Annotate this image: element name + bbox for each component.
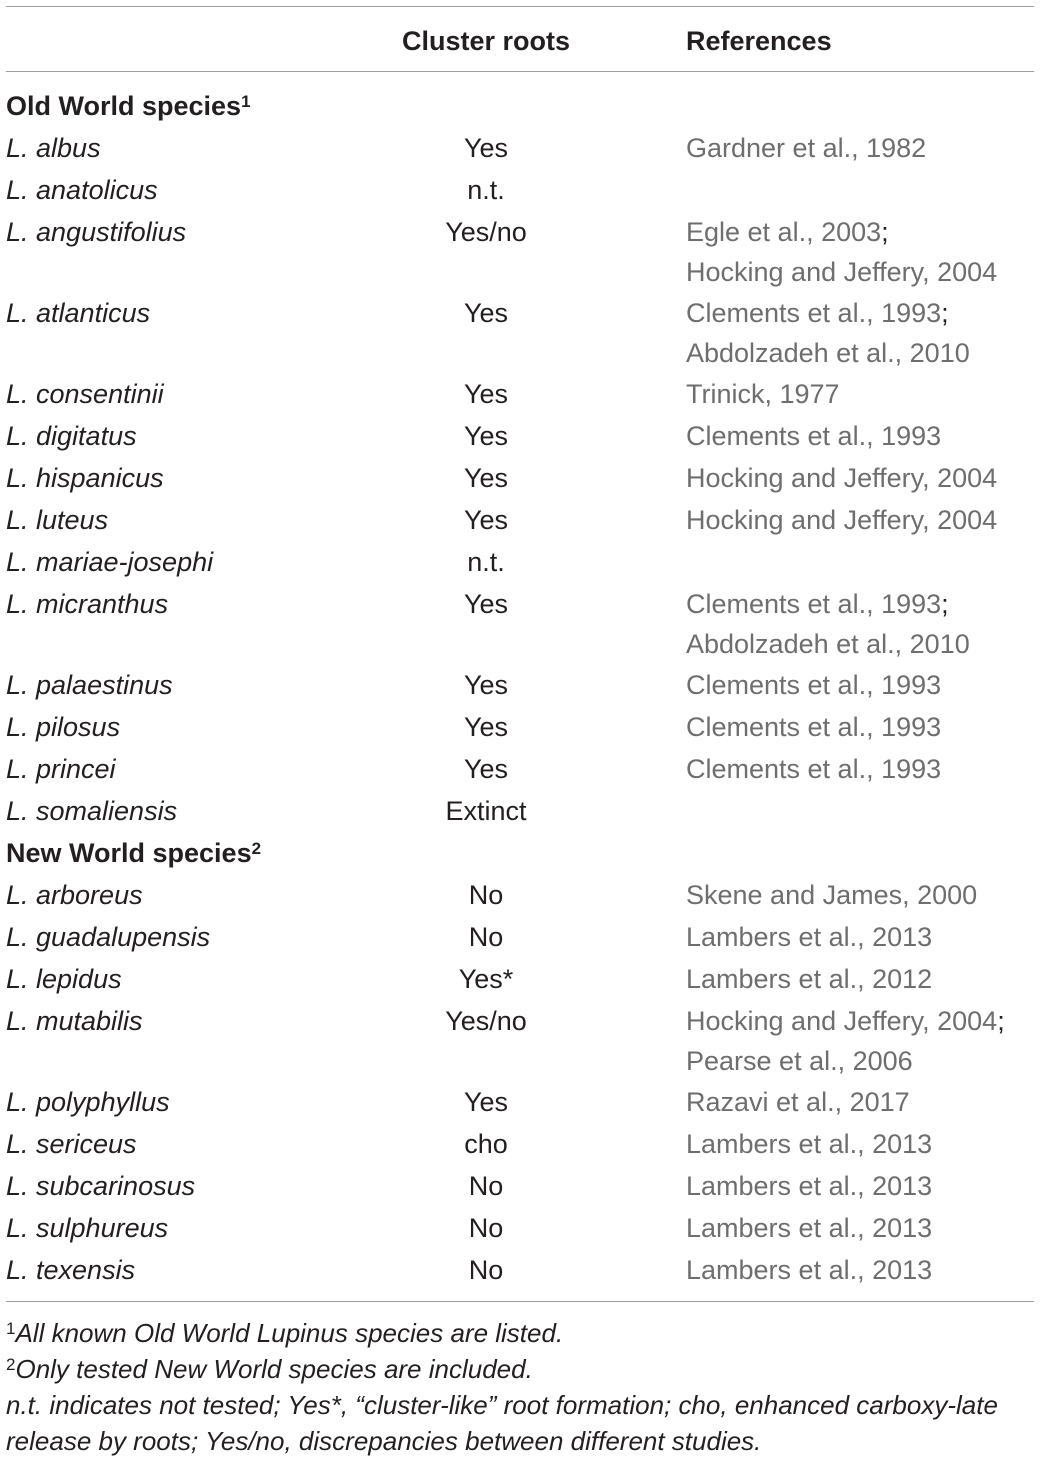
species-name: L. guadalupensis (6, 922, 211, 952)
cluster-roots-value: Yes (463, 1087, 509, 1117)
cluster-roots-value: n.t. (467, 175, 505, 205)
section-title: Old World species (6, 91, 242, 121)
footnote-text: n.t. indicates not tested; Yes*, “cluster-like” root formation; cho, enhanced carboxy-late release by roots; Yes/no, discrepancies between different studies. (6, 1390, 998, 1456)
cluster-roots-value: No (468, 1255, 504, 1285)
footnote-mark: 1 (6, 1319, 16, 1338)
section-heading (6, 833, 261, 873)
reference-link[interactable]: Hocking and Jeffery, 2004 (686, 1006, 998, 1036)
references-cell (686, 665, 1034, 705)
species-name: L. pilosus (6, 712, 121, 742)
references-cell (686, 707, 1034, 747)
header-cluster-roots: Cluster roots (401, 26, 571, 56)
references-cell (686, 749, 1034, 789)
references-cell (686, 416, 1034, 456)
references-cell (686, 875, 1034, 915)
reference-link[interactable]: Abdolzadeh et al., 2010 (686, 629, 970, 659)
cluster-roots-value: No (468, 922, 504, 952)
species-name: L. polyphyllus (6, 1087, 170, 1117)
section-heading (6, 86, 251, 126)
reference-link[interactable]: Clements et al., 1993 (686, 421, 942, 451)
reference-link[interactable]: Gardner et al., 1982 (686, 133, 927, 163)
section-footnote-mark: 2 (251, 839, 262, 858)
reference-link[interactable]: Lambers et al., 2013 (686, 1129, 933, 1159)
species-name: L. subcarinosus (6, 1171, 196, 1201)
reference-link[interactable]: Razavi et al., 2017 (686, 1087, 910, 1117)
reference-link[interactable]: Trinick, 1977 (686, 379, 840, 409)
reference-separator: ; (997, 1006, 1005, 1036)
cluster-roots-value: Yes (463, 421, 509, 451)
references-cell (686, 959, 1034, 999)
species-name: L. consentinii (6, 379, 164, 409)
cluster-roots-value: n.t. (467, 547, 505, 577)
references-cell (686, 1082, 1034, 1122)
cluster-roots-value: Yes (463, 133, 509, 163)
references-cell (686, 1208, 1034, 1248)
species-name: L. sulphureus (6, 1213, 169, 1243)
footnote-text: All known Old World Lupinus species are listed. (15, 1318, 564, 1348)
species-name: L. luteus (6, 505, 109, 535)
reference-separator: ; (881, 217, 889, 247)
species-name: L. albus (6, 133, 101, 163)
top-rule (6, 6, 1034, 7)
cluster-roots-value: Yes (463, 463, 509, 493)
section-title: New World species (6, 838, 252, 868)
reference-link[interactable]: Lambers et al., 2013 (686, 1213, 933, 1243)
cluster-roots-value: cho (464, 1129, 508, 1159)
species-name: L. lepidus (6, 964, 122, 994)
reference-link[interactable]: Clements et al., 1993 (686, 298, 942, 328)
reference-link[interactable]: Hocking and Jeffery, 2004 (686, 257, 998, 287)
species-name: L. somaliensis (6, 796, 178, 826)
reference-link[interactable]: Clements et al., 1993 (686, 754, 942, 784)
footnote-mark: 2 (6, 1355, 16, 1374)
references-cell (686, 293, 1034, 373)
footnote-1 (6, 1315, 1034, 1351)
reference-separator: ; (941, 298, 949, 328)
cluster-roots-value: Yes (463, 712, 509, 742)
species-name: L. hispanicus (6, 463, 164, 493)
reference-link[interactable]: Clements et al., 1993 (686, 712, 942, 742)
cluster-roots-value: Extinct (445, 796, 527, 826)
references-cell (686, 128, 1034, 168)
references-cell (686, 584, 1034, 664)
cluster-roots-value: No (468, 1213, 504, 1243)
reference-link[interactable]: Lambers et al., 2012 (686, 964, 933, 994)
footnote-2 (6, 1351, 1034, 1387)
reference-link[interactable]: Clements et al., 1993 (686, 670, 942, 700)
reference-link[interactable]: Hocking and Jeffery, 2004 (686, 505, 998, 535)
reference-link[interactable]: Lambers et al., 2013 (686, 1171, 933, 1201)
references-cell (686, 1001, 1034, 1081)
reference-link[interactable]: Pearse et al., 2006 (686, 1046, 913, 1076)
species-name: L. anatolicus (6, 175, 158, 205)
species-name: L. texensis (6, 1255, 136, 1285)
reference-link[interactable]: Egle et al., 2003 (686, 217, 882, 247)
cluster-roots-value: Yes (463, 670, 509, 700)
reference-link[interactable]: Lambers et al., 2013 (686, 1255, 933, 1285)
reference-link[interactable]: Skene and James, 2000 (686, 880, 978, 910)
species-name: L. palaestinus (6, 670, 173, 700)
species-name: L. mutabilis (6, 1006, 143, 1036)
species-name: L. micranthus (6, 589, 169, 619)
references-cell (686, 374, 1034, 414)
cluster-roots-value: No (468, 1171, 504, 1201)
section-footnote-mark: 1 (241, 92, 251, 111)
references-cell (686, 1250, 1034, 1290)
footnote-text: Only tested New World species are included. (15, 1354, 533, 1384)
species-name: L. sericeus (6, 1129, 137, 1159)
species-name: L. arboreus (6, 880, 143, 910)
references-cell (686, 212, 1034, 292)
species-name: L. mariae-josephi (6, 547, 214, 577)
cluster-roots-value: Yes* (458, 964, 514, 994)
references-cell (686, 458, 1034, 498)
reference-link[interactable]: Abdolzadeh et al., 2010 (686, 338, 970, 368)
header-rule (6, 71, 1034, 72)
reference-link[interactable]: Hocking and Jeffery, 2004 (686, 463, 998, 493)
reference-link[interactable]: Lambers et al., 2013 (686, 922, 933, 952)
cluster-roots-value: Yes (463, 379, 509, 409)
cluster-roots-value: Yes (463, 754, 509, 784)
references-cell (686, 500, 1034, 540)
species-name: L. digitatus (6, 421, 137, 451)
footnote-3 (6, 1387, 1034, 1459)
bottom-rule (6, 1301, 1034, 1302)
cluster-roots-value: Yes (463, 298, 509, 328)
header-references: References (686, 26, 832, 56)
cluster-roots-value: Yes/no (445, 1006, 527, 1036)
references-cell (686, 917, 1034, 957)
cluster-roots-value: Yes/no (445, 217, 527, 247)
species-name: L. princei (6, 754, 116, 784)
references-cell (686, 1166, 1034, 1206)
cluster-roots-value: Yes (463, 505, 509, 535)
cluster-roots-value: Yes (463, 589, 509, 619)
species-name: L. atlanticus (6, 298, 151, 328)
cluster-roots-value: No (468, 880, 504, 910)
reference-link[interactable]: Clements et al., 1993 (686, 589, 942, 619)
species-name: L. angustifolius (6, 217, 187, 247)
references-cell (686, 1124, 1034, 1164)
reference-separator: ; (941, 589, 949, 619)
